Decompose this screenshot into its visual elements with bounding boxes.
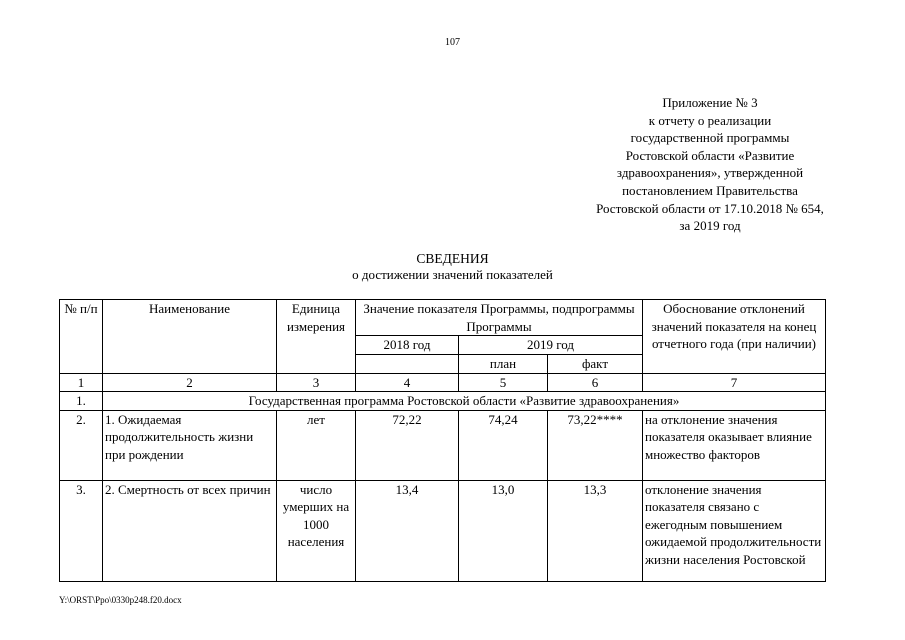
appendix-line: за 2019 год [679,218,741,234]
row-plan: 74,24 [459,410,548,480]
file-path-footer: Y:\ORST\Ppo\0330p248.f20.docx [59,595,182,605]
header-justification: Обоснование отклонений значений показателя на конец отчетного года (при наличии) [643,300,826,374]
column-number-row [60,373,826,392]
document-subtitle: о достижении значений показателей [352,267,553,282]
header-value-group: Значение показателя Программы, подпрограммы Программы [356,300,643,336]
appendix-line: Ростовской области от 17.10.2018 № 654, [596,200,824,216]
row-unit: число умерших на 1000 населения [277,480,356,581]
row-justification: на отклонение значения показателя оказывает влияние множество факторов [643,410,826,480]
table-row [60,480,826,581]
row-value-2018: 13,4 [356,480,459,581]
column-number: 5 [459,373,548,392]
appendix-line: постановлением Правительства [622,182,798,198]
column-number: 2 [103,373,277,392]
header-name: Наименование [103,300,277,374]
page-number: 107 [445,37,460,48]
header-unit: Единица измерения [277,300,356,374]
header-plan: план [459,354,548,373]
row-fact: 13,3 [548,480,643,581]
row-unit: лет [277,410,356,480]
appendix-line: к отчету о реализации [648,112,772,128]
row-value-2018: 72,22 [356,410,459,480]
header-fact: факт [548,354,643,373]
column-number: 6 [548,373,643,392]
row-name: 2. Смертность от всех причин [103,480,277,581]
section-title: Государственная программа Ростовской области «Развитие здравоохранения» [103,392,826,411]
header-2018: 2018 год [356,336,459,355]
column-number: 7 [643,373,826,392]
row-justification: отклонение значения показателя связано с ежегодным повышением ожидаемой продолжительности жизни населения Ростовской [643,480,826,581]
header-empty [356,354,459,373]
row-fact: 73,22**** [548,410,643,480]
appendix-line: Приложение № 3 [662,95,758,110]
appendix-line: здравоохранения», утвержденной [616,165,804,181]
table-row [60,410,826,480]
appendix-line: государственной программы [630,130,790,146]
column-number: 3 [277,373,356,392]
appendix-line: Ростовской области «Развитие [625,147,795,163]
header-num: № п/п [60,300,103,374]
section-row [60,392,826,411]
row-name: 1. Ожидаемая продолжительность жизни при рождении [103,410,277,480]
section-num: 1. [60,392,103,411]
row-num: 2. [60,410,103,480]
document-title: СВЕДЕНИЯ [416,251,489,266]
appendix-block [560,94,860,235]
indicators-table [59,299,826,582]
column-number: 1 [60,373,103,392]
row-num: 3. [60,480,103,581]
row-plan: 13,0 [459,480,548,581]
column-number: 4 [356,373,459,392]
header-2019: 2019 год [459,336,643,355]
header-row [60,300,826,336]
